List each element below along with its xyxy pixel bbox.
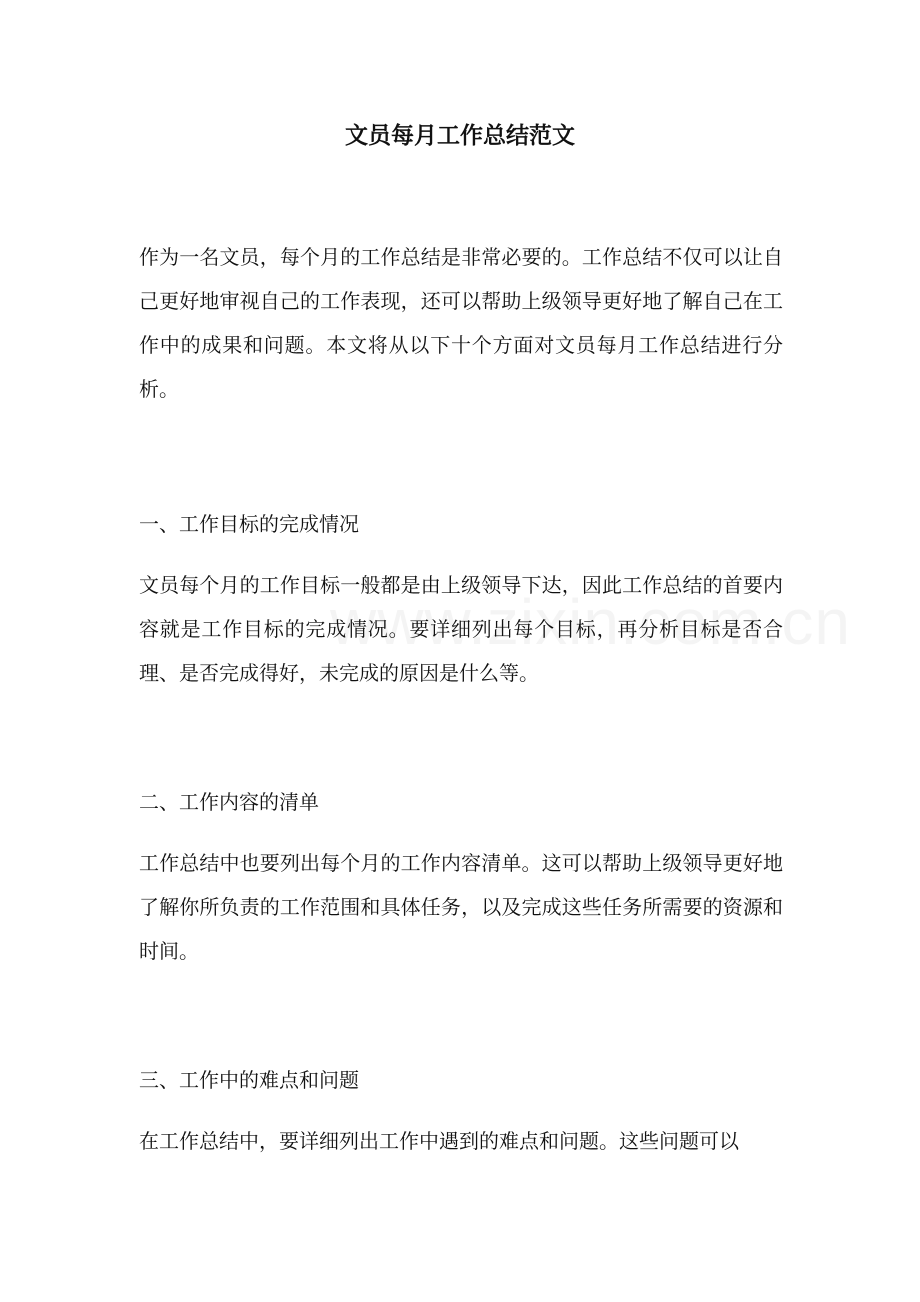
page-title: 文员每月工作总结范文 <box>345 122 575 149</box>
section-1-paragraph: 文员每个月的工作目标一般都是由上级领导下达，因此工作总结的首要内容就是工作目标的完成情况。要详细列出每个目标，再分析目标是否合理、是否完成得好，未完成的原因是什么等。 <box>139 573 783 685</box>
section-3-paragraph: 在工作总结中，要详细列出工作中遇到的难点和问题。这些问题可以 <box>139 1129 739 1153</box>
section-2-heading: 二、工作内容的清单 <box>139 790 319 814</box>
section-3-heading: 三、工作中的难点和问题 <box>139 1068 359 1092</box>
intro-paragraph: 作为一名文员，每个月的工作总结是非常必要的。工作总结不仅可以让自己更好地审视自己的工作表现，还可以帮助上级领导更好地了解自己在工作中的成果和问题。本文将从以下十个方面对文员每月工作总结进行分析。 <box>139 245 783 401</box>
section-1-heading: 一、工作目标的完成情况 <box>139 512 359 536</box>
section-2-paragraph: 工作总结中也要列出每个月的工作内容清单。这可以帮助上级领导更好地了解你所负责的工作范围和具体任务，以及完成这些任务所需要的资源和时间。 <box>139 851 783 963</box>
